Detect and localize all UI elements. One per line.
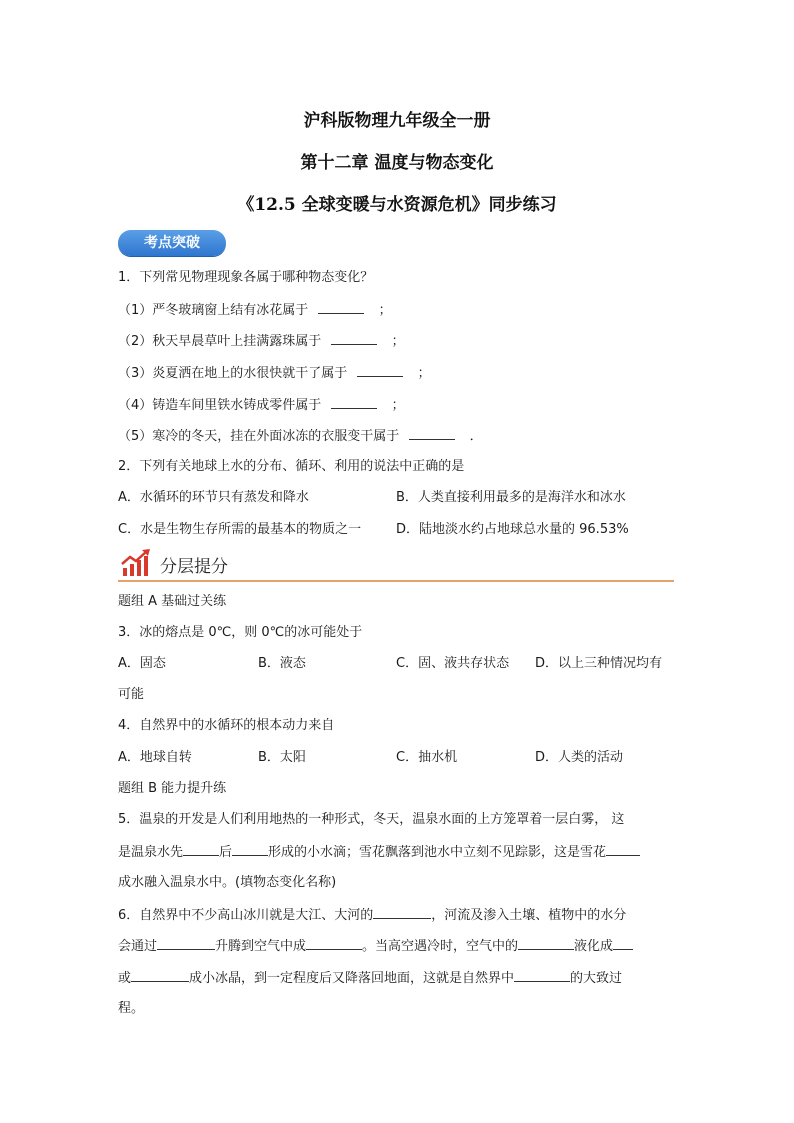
section-badge: 考点突破 xyxy=(118,230,226,256)
text-segment: 后 xyxy=(219,845,233,860)
answer-blank[interactable] xyxy=(613,937,633,950)
section-label: 分层提分 xyxy=(160,557,228,577)
text-segment: 成小冰晶，到一定程度后又降落回地面，这就是自然界中 xyxy=(189,971,515,986)
text-segment: 。当高空遇冷时，空气中的 xyxy=(362,939,519,954)
text-segment: 是温泉水先 xyxy=(118,845,184,860)
answer-blank[interactable] xyxy=(131,969,189,982)
question-5-line-1: 5．温泉的开发是人们利用地热的一种形式，冬天，温泉水面的上方笼罩着一层白雾， 这 xyxy=(118,812,625,827)
answer-blank[interactable] xyxy=(518,937,574,950)
question-3-option-c[interactable]: C．固、液共存状态 xyxy=(396,656,510,671)
item-text: （4）铸造车间里铁水铸成零件属于 xyxy=(118,398,322,413)
question-1-stem: 1．下列常见物理现象各属于哪种物态变化？ xyxy=(118,270,374,285)
text-segment: 的大致过 xyxy=(570,971,623,986)
item-end: ； xyxy=(391,398,405,413)
section-header xyxy=(118,548,674,582)
item-end: ． xyxy=(469,429,483,444)
text-segment: 或 xyxy=(118,971,132,986)
answer-blank[interactable] xyxy=(331,396,377,409)
item-end: ； xyxy=(378,303,392,318)
answer-blank[interactable] xyxy=(373,906,431,919)
question-2-option-c[interactable]: C．水是生物生存所需的最基本的物质之一 xyxy=(118,522,362,537)
text-segment: 液化成 xyxy=(574,939,614,954)
question-2-option-b[interactable]: B．人类直接利用最多的是海洋水和冰水 xyxy=(396,490,626,505)
text-segment: ，河流及渗入土壤、植物中的水分 xyxy=(431,908,627,923)
question-6-line-3 xyxy=(118,969,622,988)
item-text: （5）寒冷的冬天，挂在外面冰冻的衣服变干属于 xyxy=(118,429,400,444)
answer-blank[interactable] xyxy=(606,843,640,856)
question-4-option-b[interactable]: B．太阳 xyxy=(258,750,306,765)
text-segment: 升腾到空气中成 xyxy=(215,939,307,954)
chart-trend-icon xyxy=(120,548,152,578)
question-3-stem: 3．冰的熔点是 0℃，则 0℃的冰可能处于 xyxy=(118,625,363,640)
answer-blank[interactable] xyxy=(331,332,377,345)
question-2-option-a[interactable]: A．水循环的环节只有蒸发和降水 xyxy=(118,490,309,505)
item-end: ； xyxy=(417,366,431,381)
group-a-label: 题组 A 基础过关练 xyxy=(118,594,227,609)
question-1-item-4 xyxy=(118,396,405,415)
item-text: （1）严冬玻璃窗上结有冰花属于 xyxy=(118,303,309,318)
question-3-option-a[interactable]: A．固态 xyxy=(118,656,166,671)
lesson-title: 《12.5 全球变暖与水资源危机》同步练习 xyxy=(237,195,557,215)
question-4-option-c[interactable]: C．抽水机 xyxy=(396,750,458,765)
chapter-title: 第十二章 温度与物态变化 xyxy=(300,153,494,173)
question-3-option-d[interactable]: D．以上三种情况均有 xyxy=(535,656,663,671)
question-6-line-1 xyxy=(118,906,626,925)
question-6-line-2 xyxy=(118,937,633,956)
text-segment: 形成的小水滴；雪花飘落到池水中立刻不见踪影，这是雪花 xyxy=(268,845,607,860)
question-3-option-b[interactable]: B．液态 xyxy=(258,656,306,671)
question-1-item-1 xyxy=(118,301,392,320)
question-2-stem: 2．下列有关地球上水的分布、循环、利用的说法中正确的是 xyxy=(118,459,465,474)
answer-blank[interactable] xyxy=(318,301,364,314)
answer-blank[interactable] xyxy=(306,937,362,950)
answer-blank[interactable] xyxy=(409,427,455,440)
question-1-item-5 xyxy=(118,427,483,446)
answer-blank[interactable] xyxy=(357,364,403,377)
answer-blank[interactable] xyxy=(157,937,215,950)
question-1-item-2 xyxy=(118,332,405,351)
item-end: ； xyxy=(391,334,405,349)
question-4-option-d[interactable]: D．人类的活动 xyxy=(535,750,624,765)
text-segment: 6．自然界中不少高山冰川就是大江、大河的 xyxy=(118,908,374,923)
question-1-item-3 xyxy=(118,364,431,383)
group-b-label: 题组 B 能力提升练 xyxy=(118,781,227,796)
item-text: （3）炎夏洒在地上的水很快就干了属于 xyxy=(118,366,348,381)
answer-blank[interactable] xyxy=(183,843,219,856)
item-text: （2）秋天早晨草叶上挂满露珠属于 xyxy=(118,334,322,349)
question-5-line-3: 成水融入温泉水中。(填物态变化名称) xyxy=(118,875,337,890)
answer-blank[interactable] xyxy=(232,843,268,856)
question-6-line-4: 程。 xyxy=(118,1001,145,1016)
question-2-option-d[interactable]: D．陆地淡水约占地球总水量的 96.53% xyxy=(396,522,629,537)
question-3-option-d-continued: 可能 xyxy=(118,687,145,702)
question-4-option-a[interactable]: A．地球自转 xyxy=(118,750,192,765)
answer-blank[interactable] xyxy=(514,969,570,982)
question-5-line-2 xyxy=(118,843,640,862)
question-4-stem: 4．自然界中的水循环的根本动力来自 xyxy=(118,718,335,733)
text-segment: 会通过 xyxy=(118,939,158,954)
textbook-title: 沪科版物理九年级全一册 xyxy=(303,111,491,131)
